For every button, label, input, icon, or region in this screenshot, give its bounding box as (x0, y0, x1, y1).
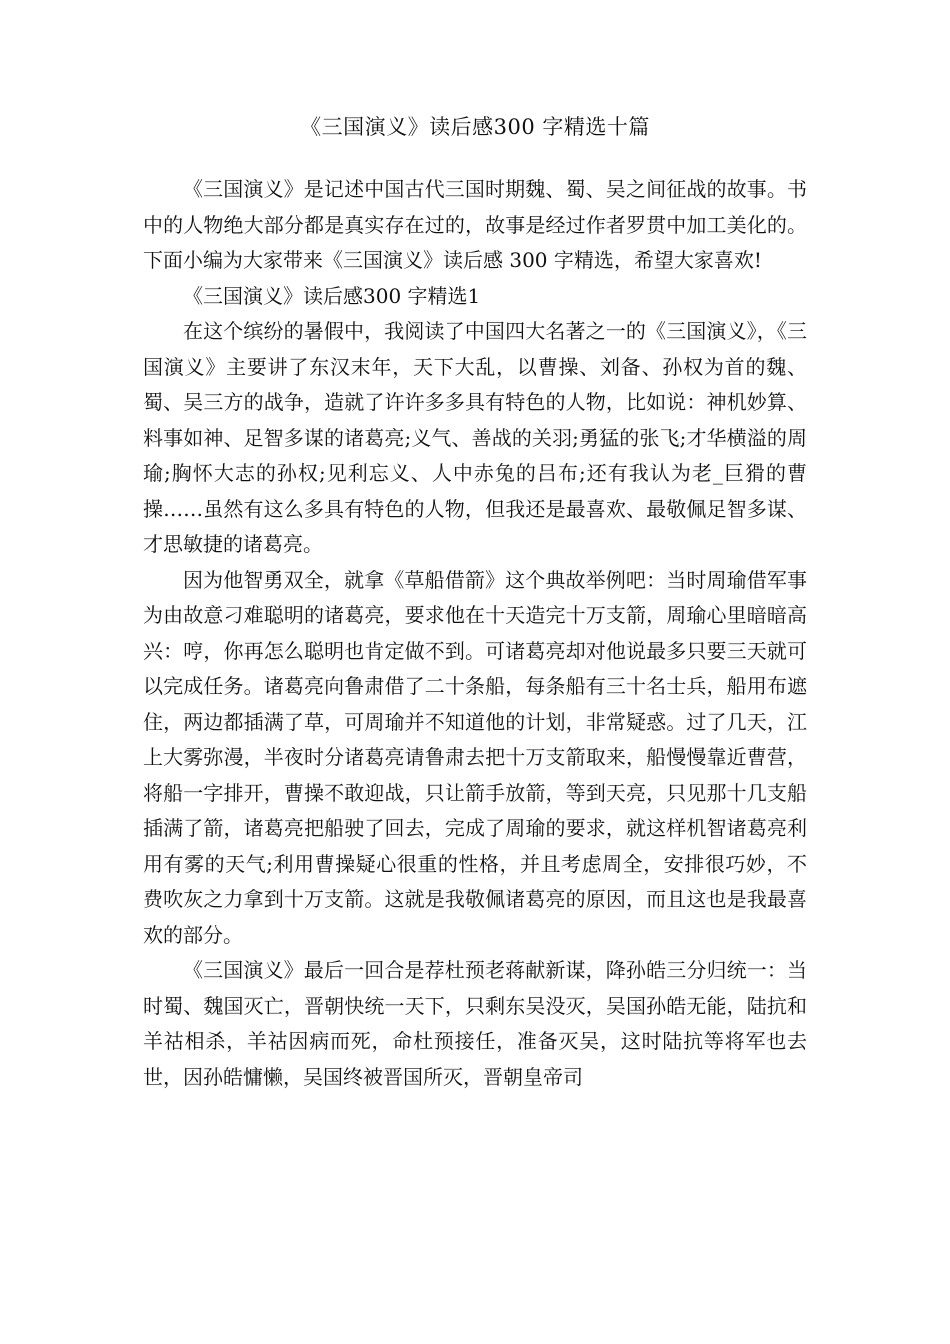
section-heading: 《三国演义》读后感300 字精选1 (183, 283, 481, 308)
body-paragraph: 因为他智勇双全，就拿《草船借箭》这个典故举例吧：当时周瑜借军事为由故意刁难聪明的诸葛亮，要求他在十天造完十万支箭，周瑜心里暗暗高兴：哼，你再怎么聪明也肯定做不到。可诸葛亮却对他说最多只要三天就可以完成任务。诸葛亮向鲁肃借了二十条船，每条船有三十名士兵，船用布遮住，两边都插满了草，可周瑜并不知道他的计划，非常疑惑。过了几天，江上大雾弥漫，半夜时分诸葛亮请鲁肃去把十万支箭取来，船慢慢靠近曹营，将船一字排开，曹操不敢迎战，只让箭手放箭，等到天亮，只见那十几支船插满了箭，诸葛亮把船驶了回去，完成了周瑜的要求，就这样机智诸葛亮利用有雾的天气;利用曹操疑心很重的性格，并且考虑周全，安排很巧妙，不费吹灰之力拿到十万支箭。这就是我敬佩诸葛亮的原因，而且这也是我最喜欢的部分。 (143, 567, 807, 947)
intro-paragraph: 《三国演义》是记述中国古代三国时期魏、蜀、吴之间征战的故事。书中的人物绝大部分都是真实存在过的，故事是经过作者罗贯中加工美化的。下面小编为大家带来《三国演义》读后感 300 字精选，希望大家喜欢! (143, 177, 807, 272)
body-paragraph: 在这个缤纷的暑假中，我阅读了中国四大名著之一的《三国演义》，《三国演义》主要讲了东汉末年，天下大乱，以曹操、刘备、孙权为首的魏、蜀、吴三方的战争，造就了许许多多具有特色的人物，比如说：神机妙算、料事如神、足智多谋的诸葛亮;义气、善战的关羽;勇猛的张飞;才华横溢的周瑜;胸怀大志的孙权;见利忘义、人中赤兔的吕布;还有我认为老_巨猾的曹操……虽然有这么多具有特色的人物，但我还是最喜欢、最敬佩足智多谋、才思敏捷的诸葛亮。 (143, 319, 807, 556)
document-body (143, 172, 807, 1095)
document-title: 《三国演义》读后感300 字精选十篇 (300, 115, 650, 139)
body-paragraph: 《三国演义》最后一回合是荐杜预老蒋献新谋，降孙皓三分归统一：当时蜀、魏国灭亡，晋朝快统一天下，只剩东吴没灭，吴国孙皓无能，陆抗和羊祜相杀，羊祜因病而死，命杜预接任，准备灭吴，这时陆抗等将军也去世，因孙皓慵懒，吴国终被晋国所灭，晋朝皇帝司 (143, 958, 807, 1089)
